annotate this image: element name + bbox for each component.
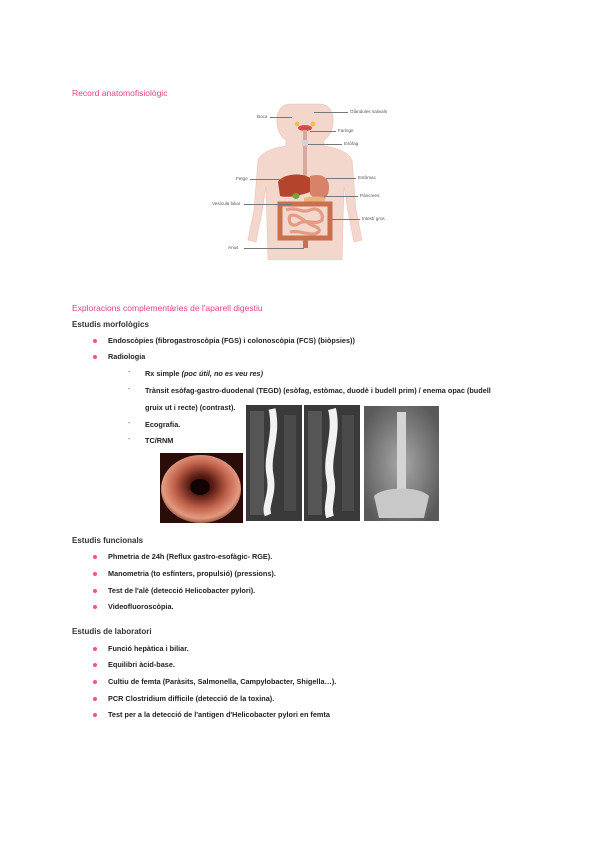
sub-list-item-eco: Ecografia. (145, 420, 181, 429)
bullet-marker (93, 555, 97, 559)
barium-swallow-image-2 (304, 405, 360, 521)
abdominal-xray-image (364, 406, 439, 521)
list-item: Funció hepàtica i biliar. (108, 644, 189, 653)
label-glandules: Glàndules salivals (350, 109, 388, 114)
section-title-explorations: Exploracions complementàries de l'aparell digestiu (72, 303, 263, 313)
list-item: Test per a la detecció de l'antigen d'Helicobacter pylori en femta (108, 710, 330, 719)
label-boca: Boca (257, 114, 268, 119)
list-item: PCR Clostridium difficile (detecció de la toxina). (108, 694, 275, 703)
rx-label: Rx simple (145, 369, 180, 378)
sub-list-item-tc: TC/RNM (145, 436, 174, 445)
label-faringe: Faringe (338, 128, 354, 133)
label-intesti: Intestí gros (362, 216, 385, 221)
bullet-marker (93, 680, 97, 684)
barium-swallow-image-1 (246, 405, 302, 521)
list-item: Test de l'alè (detecció Helicobacter pylori). (108, 586, 256, 595)
section-title-anatomy: Record anatomofisiològic (72, 88, 168, 98)
rx-note: (poc útil, no es veu res) (181, 369, 264, 378)
label-estomac: Estòmac (358, 175, 376, 180)
bullet-marker (93, 572, 97, 576)
list-item: Cultiu de femta (Paràsits, Salmonella, Campylobacter, Shigella…). (108, 677, 337, 686)
list-item: Phmetria de 24h (Reflux gastro-esofàgic- RGE). (108, 552, 273, 561)
bullet-marker (93, 663, 97, 667)
xray-esophagus-1 (246, 405, 302, 521)
xray-esophagus-2 (304, 405, 360, 521)
list-item: Manometria (to esfínters, propulsió) (pressions). (108, 569, 276, 578)
subsection-title-morphological: Estudis morfològics (72, 320, 149, 329)
list-item: Radiologia (108, 352, 146, 361)
document-page: Record anatomofisiològic Boca Glàndules salivals Faringe Esòfag Fetge Estòmac Pàncrees Vesícula biliar Intestí gros Anus Exploracions complementàries de l'aparell digestiu Estudis morfològics Endoscòpies (fibrogastroscòpia (FGS) i colonoscòpia (FCS) (biòpsies)) Radiologia - Rx simple (poc útil, no es veu res) - Trànsit esòfag-gastro-duodenal (TEGD) (esòfag, estòmac, duodè i budell prim) / enema opac (budell gruix ut i recte) (contrast). - Ecografia. - TC/RNM Estudis funcionals Phmetria de 24h (Reflux gastro-esofàgic- RGE). Manometria (to esfínters, propulsió) (pressions). Test de l'alè (detecció Helicobacter pylori). Videofluoroscòpia. Estudis de laboratori Funció hepàtica i biliar. Equilibri àcid-base. Cultiu de femta (Paràsits, Salmonella, Campylobacter, Shigella…). PCR Clostridium difficile (detecció de la toxina). Test per a la detecció de l'antigen d'Helicobacter pylori en femta (72, 88, 491, 719)
xray-abdomen (364, 406, 439, 521)
bullet-marker (93, 713, 97, 717)
sub-list-item-transit: Trànsit esòfag-gastro-duodenal (TEGD) (esòfag, estòmac, duodè i budell prim) / enema opac (budell (145, 386, 491, 395)
list-item: Videofluoroscòpia. (108, 602, 174, 611)
bullet-marker (93, 589, 97, 593)
bullet-marker (93, 697, 97, 701)
bullet-marker (93, 605, 97, 609)
sub-list-item-transit-cont: gruix ut i recte) (contrast). (145, 403, 236, 412)
endoscopy-image (160, 453, 243, 523)
label-vesicula: Vesícula biliar (212, 201, 241, 206)
endoscopy-photo (160, 453, 243, 523)
bullet-marker (93, 355, 97, 359)
label-pancrees: Pàncrees (360, 193, 380, 198)
subsection-title-functional: Estudis funcionals (72, 536, 144, 545)
label-fetge: Fetge (236, 176, 248, 181)
label-esofag: Esòfag (344, 141, 359, 146)
label-anus: Anus (228, 245, 239, 250)
subsection-title-laboratory: Estudis de laboratori (72, 627, 152, 636)
list-item: Equilibri àcid-base. (108, 660, 175, 669)
bullet-marker (93, 339, 97, 343)
sub-list-item-rx (145, 369, 263, 378)
bullet-marker (93, 647, 97, 651)
list-item: Endoscòpies (fibrogastroscòpia (FGS) i colonoscòpia (FCS) (biòpsies)) (108, 336, 355, 345)
